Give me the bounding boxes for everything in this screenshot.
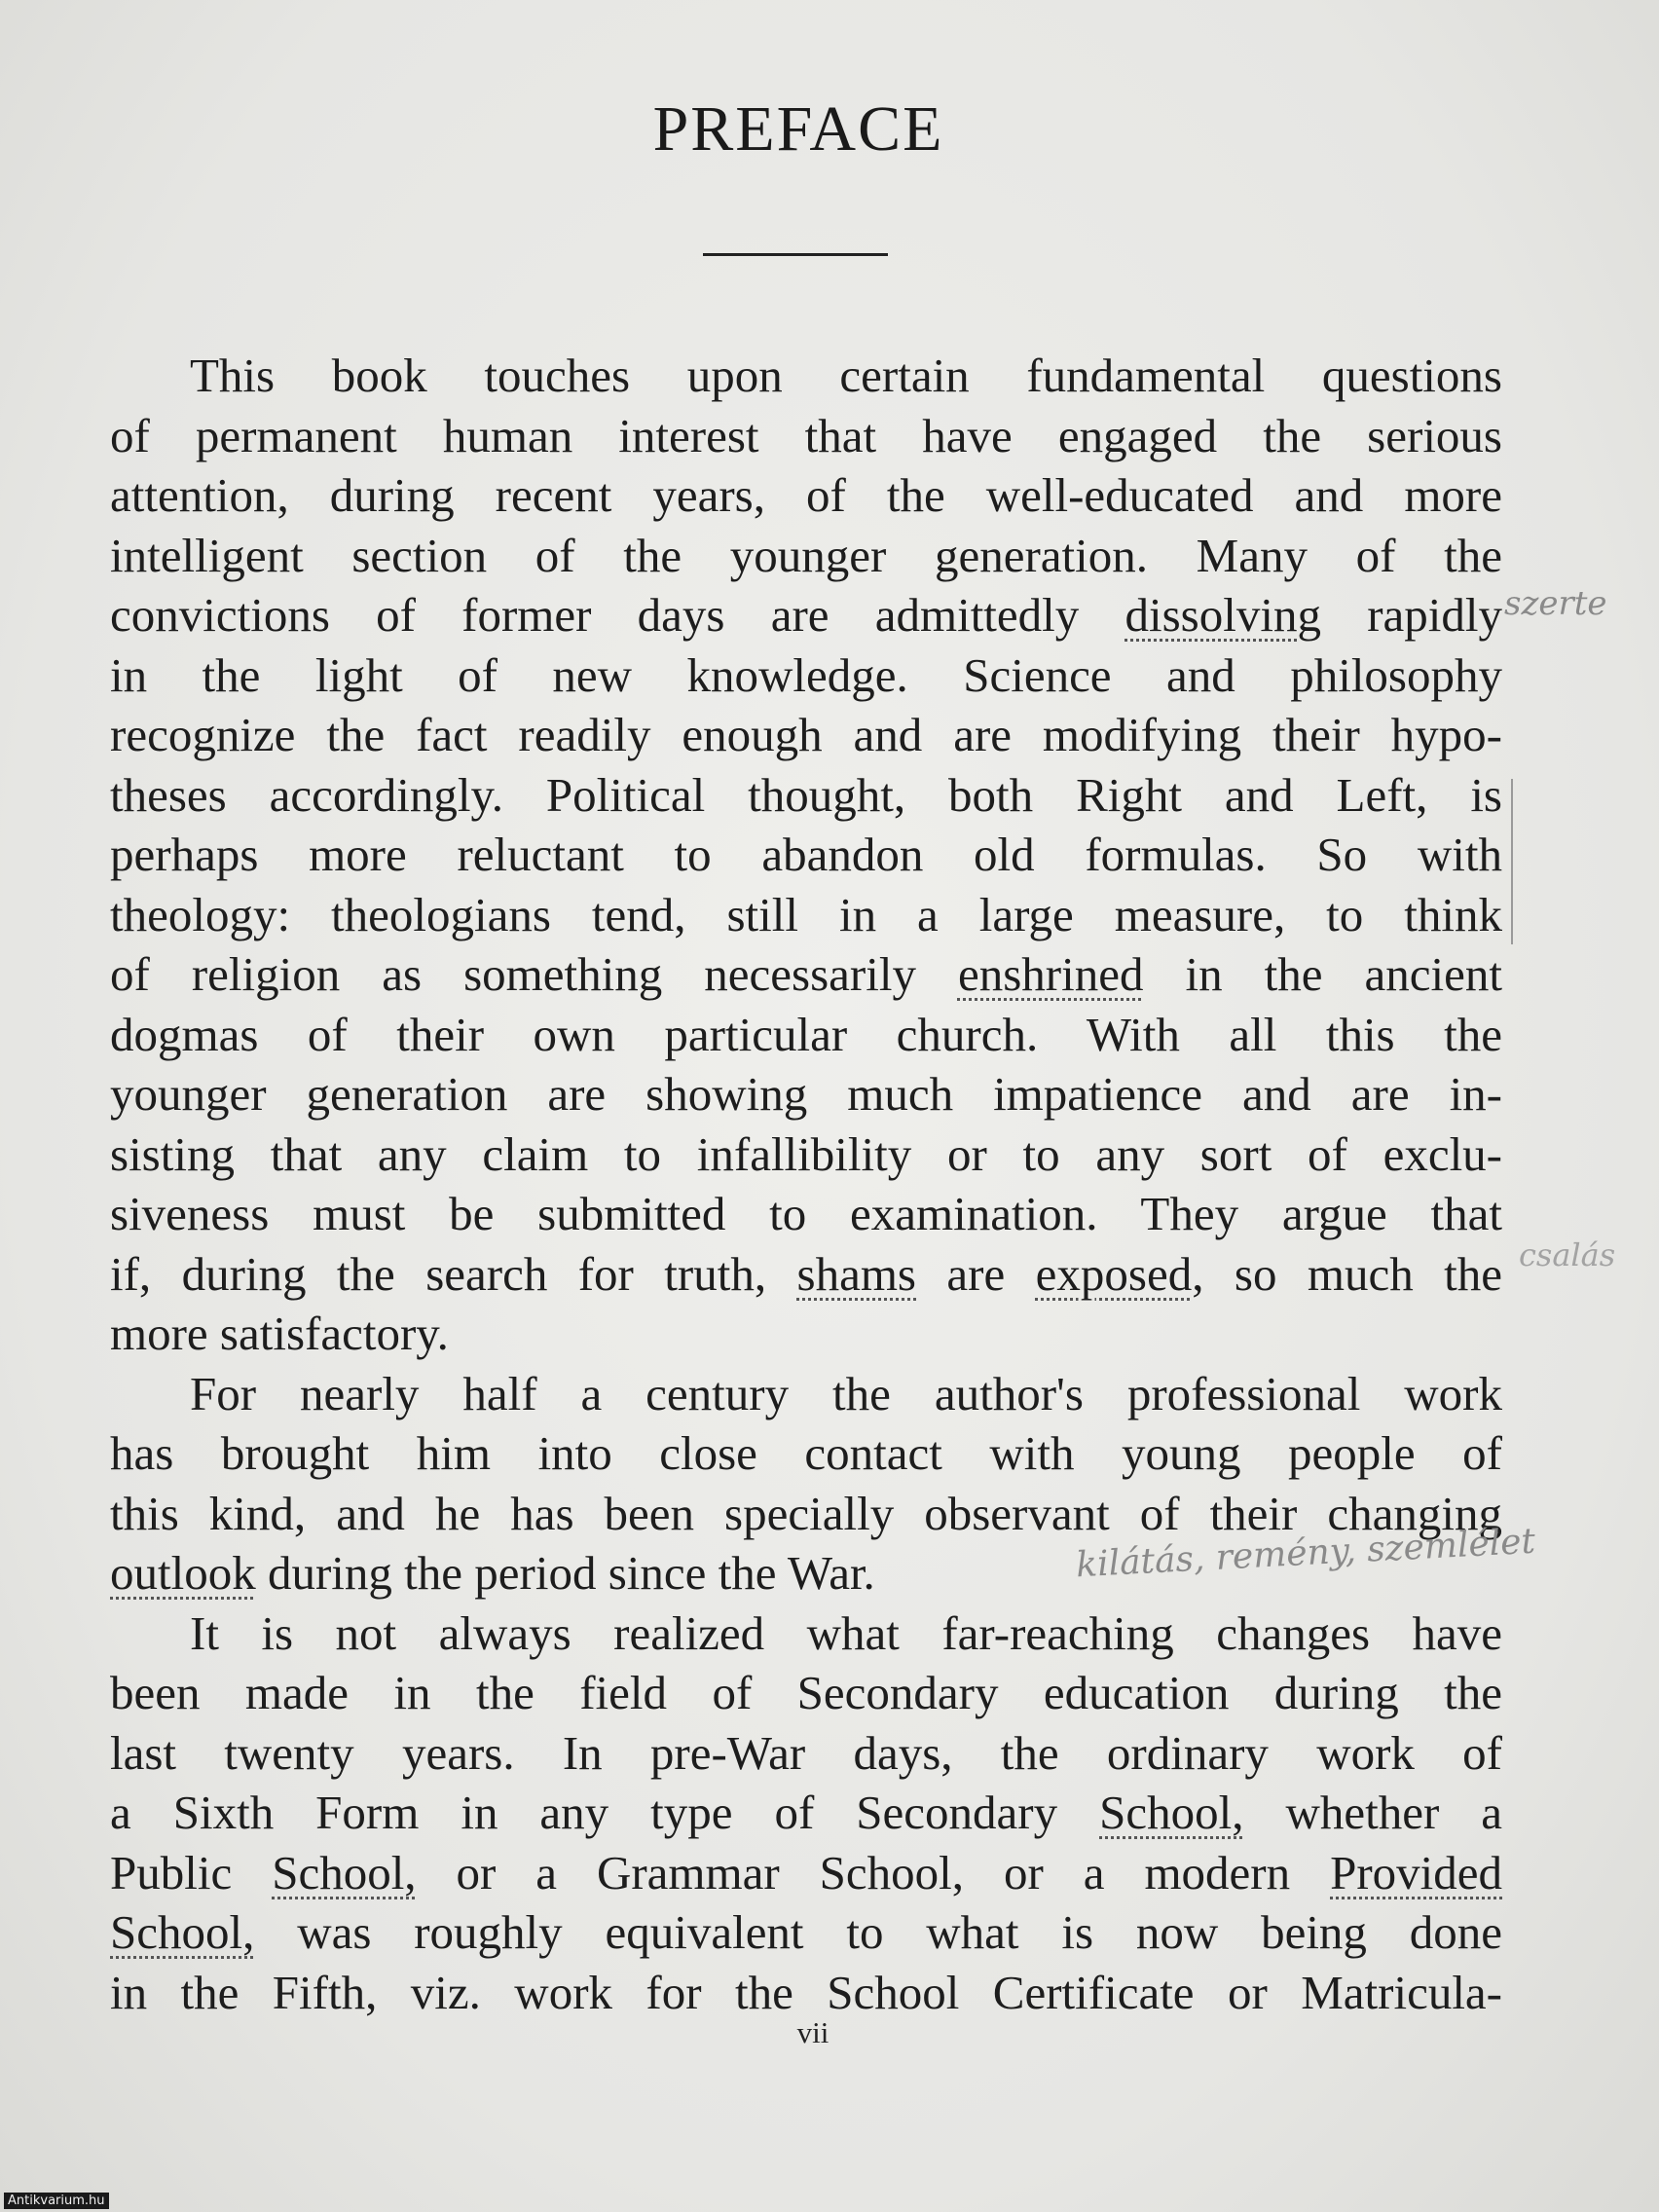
text-line: of religion as something necessarily enshrined in the ancient <box>110 947 1502 1001</box>
text-line: It is not always realized what far-reaching changes have <box>190 1605 1502 1660</box>
text-line: this kind, and he has been specially observant of their changing <box>110 1486 1502 1540</box>
text-line: theses accordingly. Political thought, both Right and Left, is <box>110 767 1502 822</box>
text-line: younger generation are showing much impatience and are in- <box>110 1067 1502 1121</box>
text-line: School, was roughly equivalent to what is now being done <box>110 1905 1502 1959</box>
watermark: Antikvarium.hu <box>4 2193 109 2209</box>
text-line: if, during the search for truth, shams are exposed, so much the <box>110 1246 1502 1301</box>
text-line: has brought him into close contact with young people of <box>110 1426 1502 1480</box>
margin-mark-bracket <box>1511 779 1513 944</box>
text-line: a Sixth Form in any type of Secondary School, whether a <box>110 1786 1502 1839</box>
text-line: Public School, or a Grammar School, or a modern Provided <box>110 1845 1503 1899</box>
text-line: intelligent section of the younger generation. Many of the <box>110 528 1502 582</box>
title-divider <box>703 253 888 256</box>
page-number: vii <box>796 2015 830 2049</box>
page-title: PREFACE <box>652 93 944 165</box>
text-line: recognize the fact readily enough and are modifying their hypo- <box>110 708 1502 761</box>
text-line: For nearly half a century the author's professional work <box>190 1366 1502 1420</box>
text-line: attention, during recent years, of the well-educated and more <box>110 468 1502 522</box>
text-line: been made in the field of Secondary education during the <box>110 1666 1502 1719</box>
text-line: more satisfactory. <box>110 1307 449 1360</box>
text-line: outlook during the period since the War. <box>110 1546 875 1600</box>
margin-note-shams: csalás <box>1519 1236 1616 1273</box>
text-line: last twenty years. In pre-War days, the ordinary work of <box>110 1725 1502 1780</box>
text-line: convictions of former days are admittedly dissolving rapidly <box>110 588 1502 642</box>
text-line: of permanent human interest that have engaged the serious <box>110 408 1502 462</box>
text-line: perhaps more reluctant to abandon old formulas. So with <box>110 828 1502 881</box>
text-line: in the light of new knowledge. Science and philosophy <box>110 647 1502 702</box>
text-line: in the Fifth, viz. work for the School Certificate or Matricula- <box>110 1965 1502 2019</box>
text-line: sisting that any claim to infallibility or to any sort of exclu- <box>110 1126 1502 1181</box>
margin-note-dissolving: szerte <box>1504 584 1607 623</box>
text-line: theology: theologians tend, still in a large measure, to think <box>110 887 1502 941</box>
text-line: dogmas of their own particular church. With all this the <box>110 1007 1502 1061</box>
text-line: siveness must be submitted to examination. They argue that <box>110 1187 1502 1240</box>
text-line: This book touches upon certain fundamental questions <box>190 349 1502 402</box>
margin-note-outlook: kilátás, remény, szemlélet <box>1075 1521 1536 1586</box>
preface-body <box>110 346 1502 2022</box>
